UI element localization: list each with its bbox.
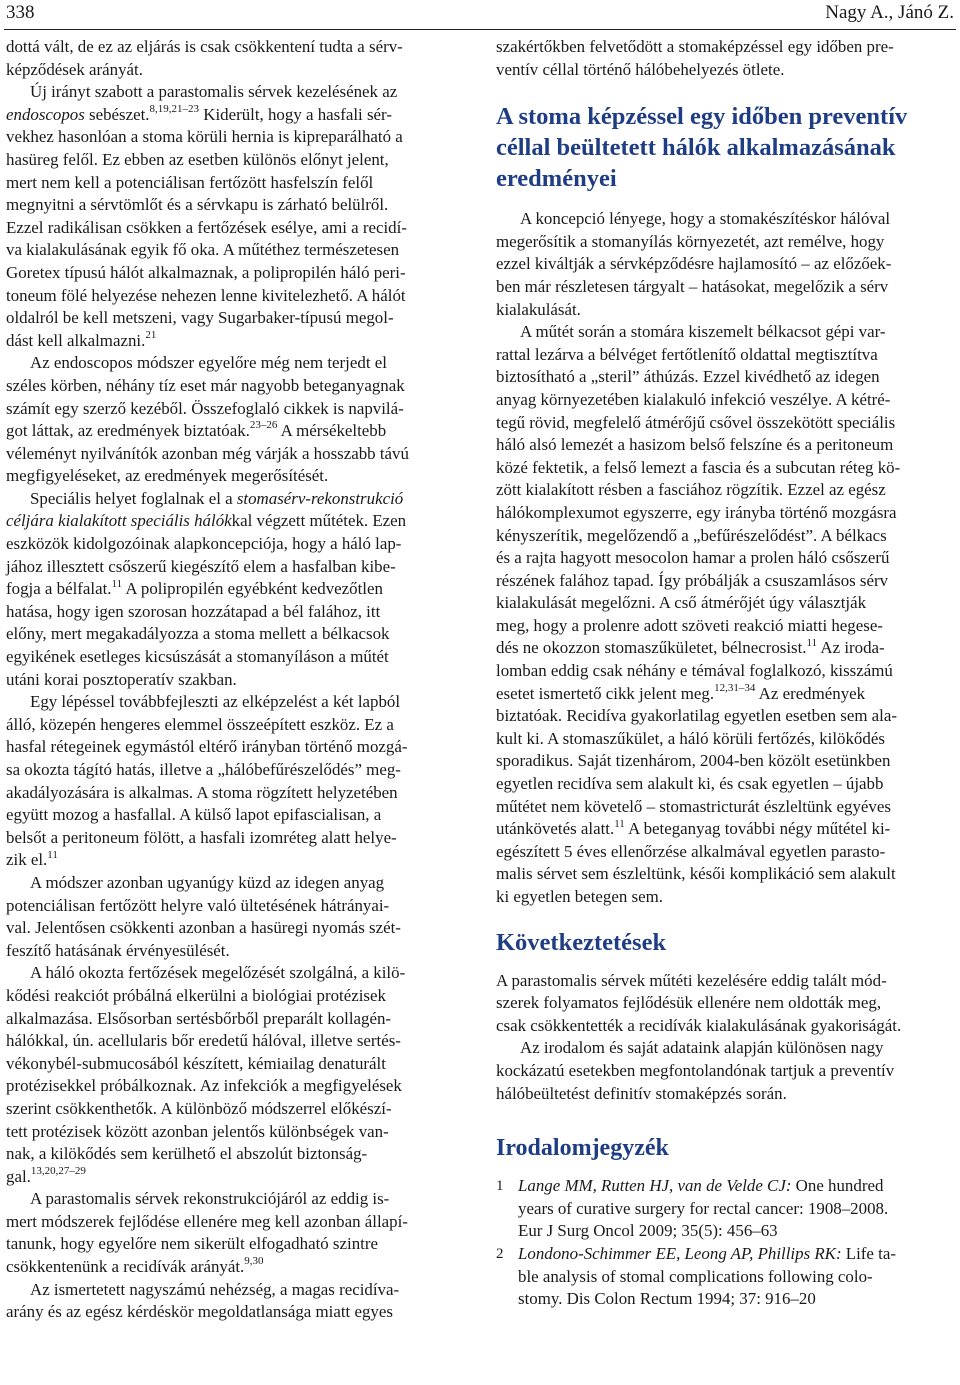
paragraph: Az endoscopos módszer egyelőre még nem terjedt el széles körben, néhány tíz eset már nagyobb beteganyagnak számít egy szerző kezéből. Összefoglaló cikkek is napvilá- got láttak, az eredmények biztatóak.$^{23-26}$ A mérsékeltebb véleményt nyilvánítók azonban még várják a hosszabb távú megfigyeléseket, az eredmények megerősítését.: [6, 353, 409, 486]
reference-item: 1 Lange MM, Rutten HJ, van de Velde CJ: One hundred years of curative surgery for rectal cancer: 1908–2008. Eur J Surg Oncol 2009; 35(5): 456–63: [496, 1176, 889, 1241]
paragraph: dottá vált, de ez az eljárás is csak csökkentení tudta a sérv- képződések arányát.: [6, 37, 403, 79]
header-rule: [4, 29, 956, 30]
paragraph: Új irányt szabott a parastomalis sérvek kezelésének az endoscopos sebészet.$^{8,19,21-23}$ Kiderült, hogy a hasfali sér- vekhez hasonlóan a stoma körüli hernia is kipreparálható a hasüreg felől. Ez ebben az esetben különös előnyt jelent, mert nem kell a potenciálisan fertőzött hasfelszín felől megnyitni a sérvtömlőt és a sérvkapu is zárható belülről. Ezzel radikálisan csökken a fertőzések esélye, ami a recidí- va kialakulásának egyik fő oka. A műtéthez természetesen Goretex típusú hálót alkalmaznak, a polipropilén háló peri- toneum fölé helyezése nehezen lenne kivitelezhető. A hálót oldalról be kell metszeni, vagy Sugarbaker-típusú megol- dást kell alkalmazni.$^{21}$: [6, 82, 407, 350]
paragraph: A parastomalis sérvek műtéti kezelésére eddig talált mód- szerek folyamatos fejlődésük ellenére nem oldották meg, csak csökkentették a recidívák kialakulásának gyakoriságát.: [496, 970, 902, 1035]
section-heading-references: Irodalomjegyzék: [496, 1135, 669, 1162]
reference-item: 2 Londono-Schimmer EE, Leong AP, Phillips RK: Life ta- ble analysis of stomal complications following colo- stomy. Dis Colon Rectum 1994; 37: 916–20: [496, 1243, 896, 1309]
page-header: [6, 0, 954, 30]
paragraph: Speciális helyet foglalnak el a stomasérv-rekonstrukció céljára kialakított speciális hálókkal végzett műtétek. Ezen eszközök kidolgozóinak alapkoncepciója, hogy a háló lap- jához illesztett csőszerű kiegészítő elem a hasfalban kibe- fogja a bélfalat.$^{11}$ A polipropilén egyébként kedvezőtlen hatása, hogy igen szorosan hozzátapad a bél falához, itt előny, mert megakadályozza a stoma mellett a bélkacsok egyikének esetleges kicsúszását a stomanyíláson a műtét utáni korai posztoperatív szakban.: [6, 488, 407, 689]
page-number: 338: [6, 2, 35, 23]
paragraph: Az ismertetett nagyszámú nehézség, a magas recidíva- arány és az egész kérdéskör megoldatlansága miatt egyes: [6, 1279, 400, 1322]
section-heading-conclusions: Következtetések: [496, 928, 667, 956]
reference-number: 2: [496, 1245, 504, 1262]
paragraph: A parastomalis sérvek rekonstrukciójáról az eddig is- mert módszerek fejlődése ellenére meg kell azonban állapí- tanunk, hogy egyelőre nem sikerült elfogadható szintre csökkentenünk a recidívák arányát.$^{9,30}$: [6, 1189, 408, 1277]
paragraph: A háló okozta fertőzések megelőzését szolgálná, a kilö- kődési reakciót próbálná elkerülni a biológiai protézisek alkalmazása. Elsősorban sertésbőrből preparált kollagén- hálókkal, ún. acellularis bőr eredetű hálóval, illetve sertés- vékonybél-submucosából készített, kémiailag denaturált protézisekkel próbálkoznak. Az infekciók a megfigyelések szerint csökkenthetők. A különböző módszerrel előkészí- tett protézisek között azonban jelentős különbségek van- nak, a kilökődés sem kerülhető el abszolút biztonság- gal.$^{13,20,27-29}$: [6, 963, 406, 1186]
paragraph: A koncepció lényege, hogy a stomakészítéskor hálóval megerősítik a stomanyílás környezetét, azt remélve, hogy ezzel kiváltják a sérvképződésre hajlamosító – az előzőek- ben már részletesen tárgyalt – hatásokat, megelőzik a sérv kialakulását.: [496, 209, 892, 319]
paragraph: szakértőkben felvetődött a stomaképzéssel egy időben pre- ventív céllal történő hálóbehelyezés ötlete.: [496, 37, 894, 79]
left-column: [6, 36, 466, 1324]
paragraph: A módszer azonban ugyanúgy küzd az idegen anyag potenciálisan fertőzött helyre való ültetésének hátrányai- val. Jelentősen csökkenti azonban a hasüregi nyomás szét- feszítő hatásának érvényesülését.: [6, 872, 401, 960]
paragraph: Egy lépéssel továbbfejleszti az elképzelést a két lapból álló, közepén hengeres elemmel összeépített eszköz. Ez a hasfal rétegeinek egymástól eltérő irányban történő mozgá- sa okozta tágító hatás, illetve a „hálóbefűrészelődés” meg- akadályozására is alkalmas. A stoma rögzített helyzetében együtt mozog a hasfallal. A külső lapot epifascialisan, a belsőt a peritoneum fölött, a hasfali izomréteg alatt helye- zik el.$^{11}$: [6, 692, 408, 870]
right-column: [496, 36, 955, 1311]
section-heading-preventive-mesh: A stoma képzéssel egy időben preventív céllal beültetett hálók alkalmazásának eredményei: [496, 103, 908, 193]
running-head-authors: Nagy A., Jánó Z.: [825, 2, 954, 23]
paragraph: Az irodalom és saját adataink alapján különösen nagy kockázatú esetekben megfontolandónak tartjuk a preventív hálóbeültetést definitív stomaképzés során.: [496, 1038, 895, 1103]
reference-number: 1: [496, 1178, 504, 1195]
paragraph: A műtét során a stomára kiszemelt bélkacsot gépi var- rattal lezárva a bélvéget fertőtlenítő oldattal megtisztítva biztosítható a „steril” áthúzás. Ezzel kivédhető az idegen anyag környezetében kialakuló infekció veszélye. A kétré- tegű rövid, megfelelő átmérőjű csővel összekötött speciális háló alsó lemezét a hasizom belső felszíne és a peritoneum közé fektetik, a felső lemezt a fascia és a subcutan réteg kö- zött kialakított résben a fasciához rögzítik. Ezzel az egész hálókomplexumot egyszerre, egy irányba történő mozgásra kényszerítik, megelőzendő a „befűrészelődést”. A bélkacs és a rajta hagyott mesocolon hamar a prolen háló csőszerű részének falához tapad. Így próbálják a csuszamlásos sérv kialakulását megelőzni. A cső átmérőjét úgy választják meg, hogy a prolenre adott szöveti reakció miatti hegese- dés ne okozzon stomaszűkületet, bélnecrosist.$^{11}$ Az iroda- lomban eddig csak néhány e témával foglalkozó, kisszámú esetet ismertető cikk jelent meg.$^{12,31-34}$ Az eredmények biztatóak. Recidíva gyakorlatilag egyetlen esetben sem ala- kult ki. A stomaszűkület, a háló körüli fertőzés, kilökődés sporadikus. Saját tizenhárom, 2004-ben közölt esetünkben egyetlen recidíva sem alakult ki, és csak egyetlen – újabb műtétet nem követelő – stomastricturát észleltünk egyéves utánkövetés alatt.$^{11}$ A beteganyag további négy műtétel ki- egészített 5 éves ellenőrzése alkalmával egyetlen parasto- malis sérvet sem észleltünk, késői komplikáció sem alakult ki egyetlen betegen sem.: [496, 322, 901, 906]
